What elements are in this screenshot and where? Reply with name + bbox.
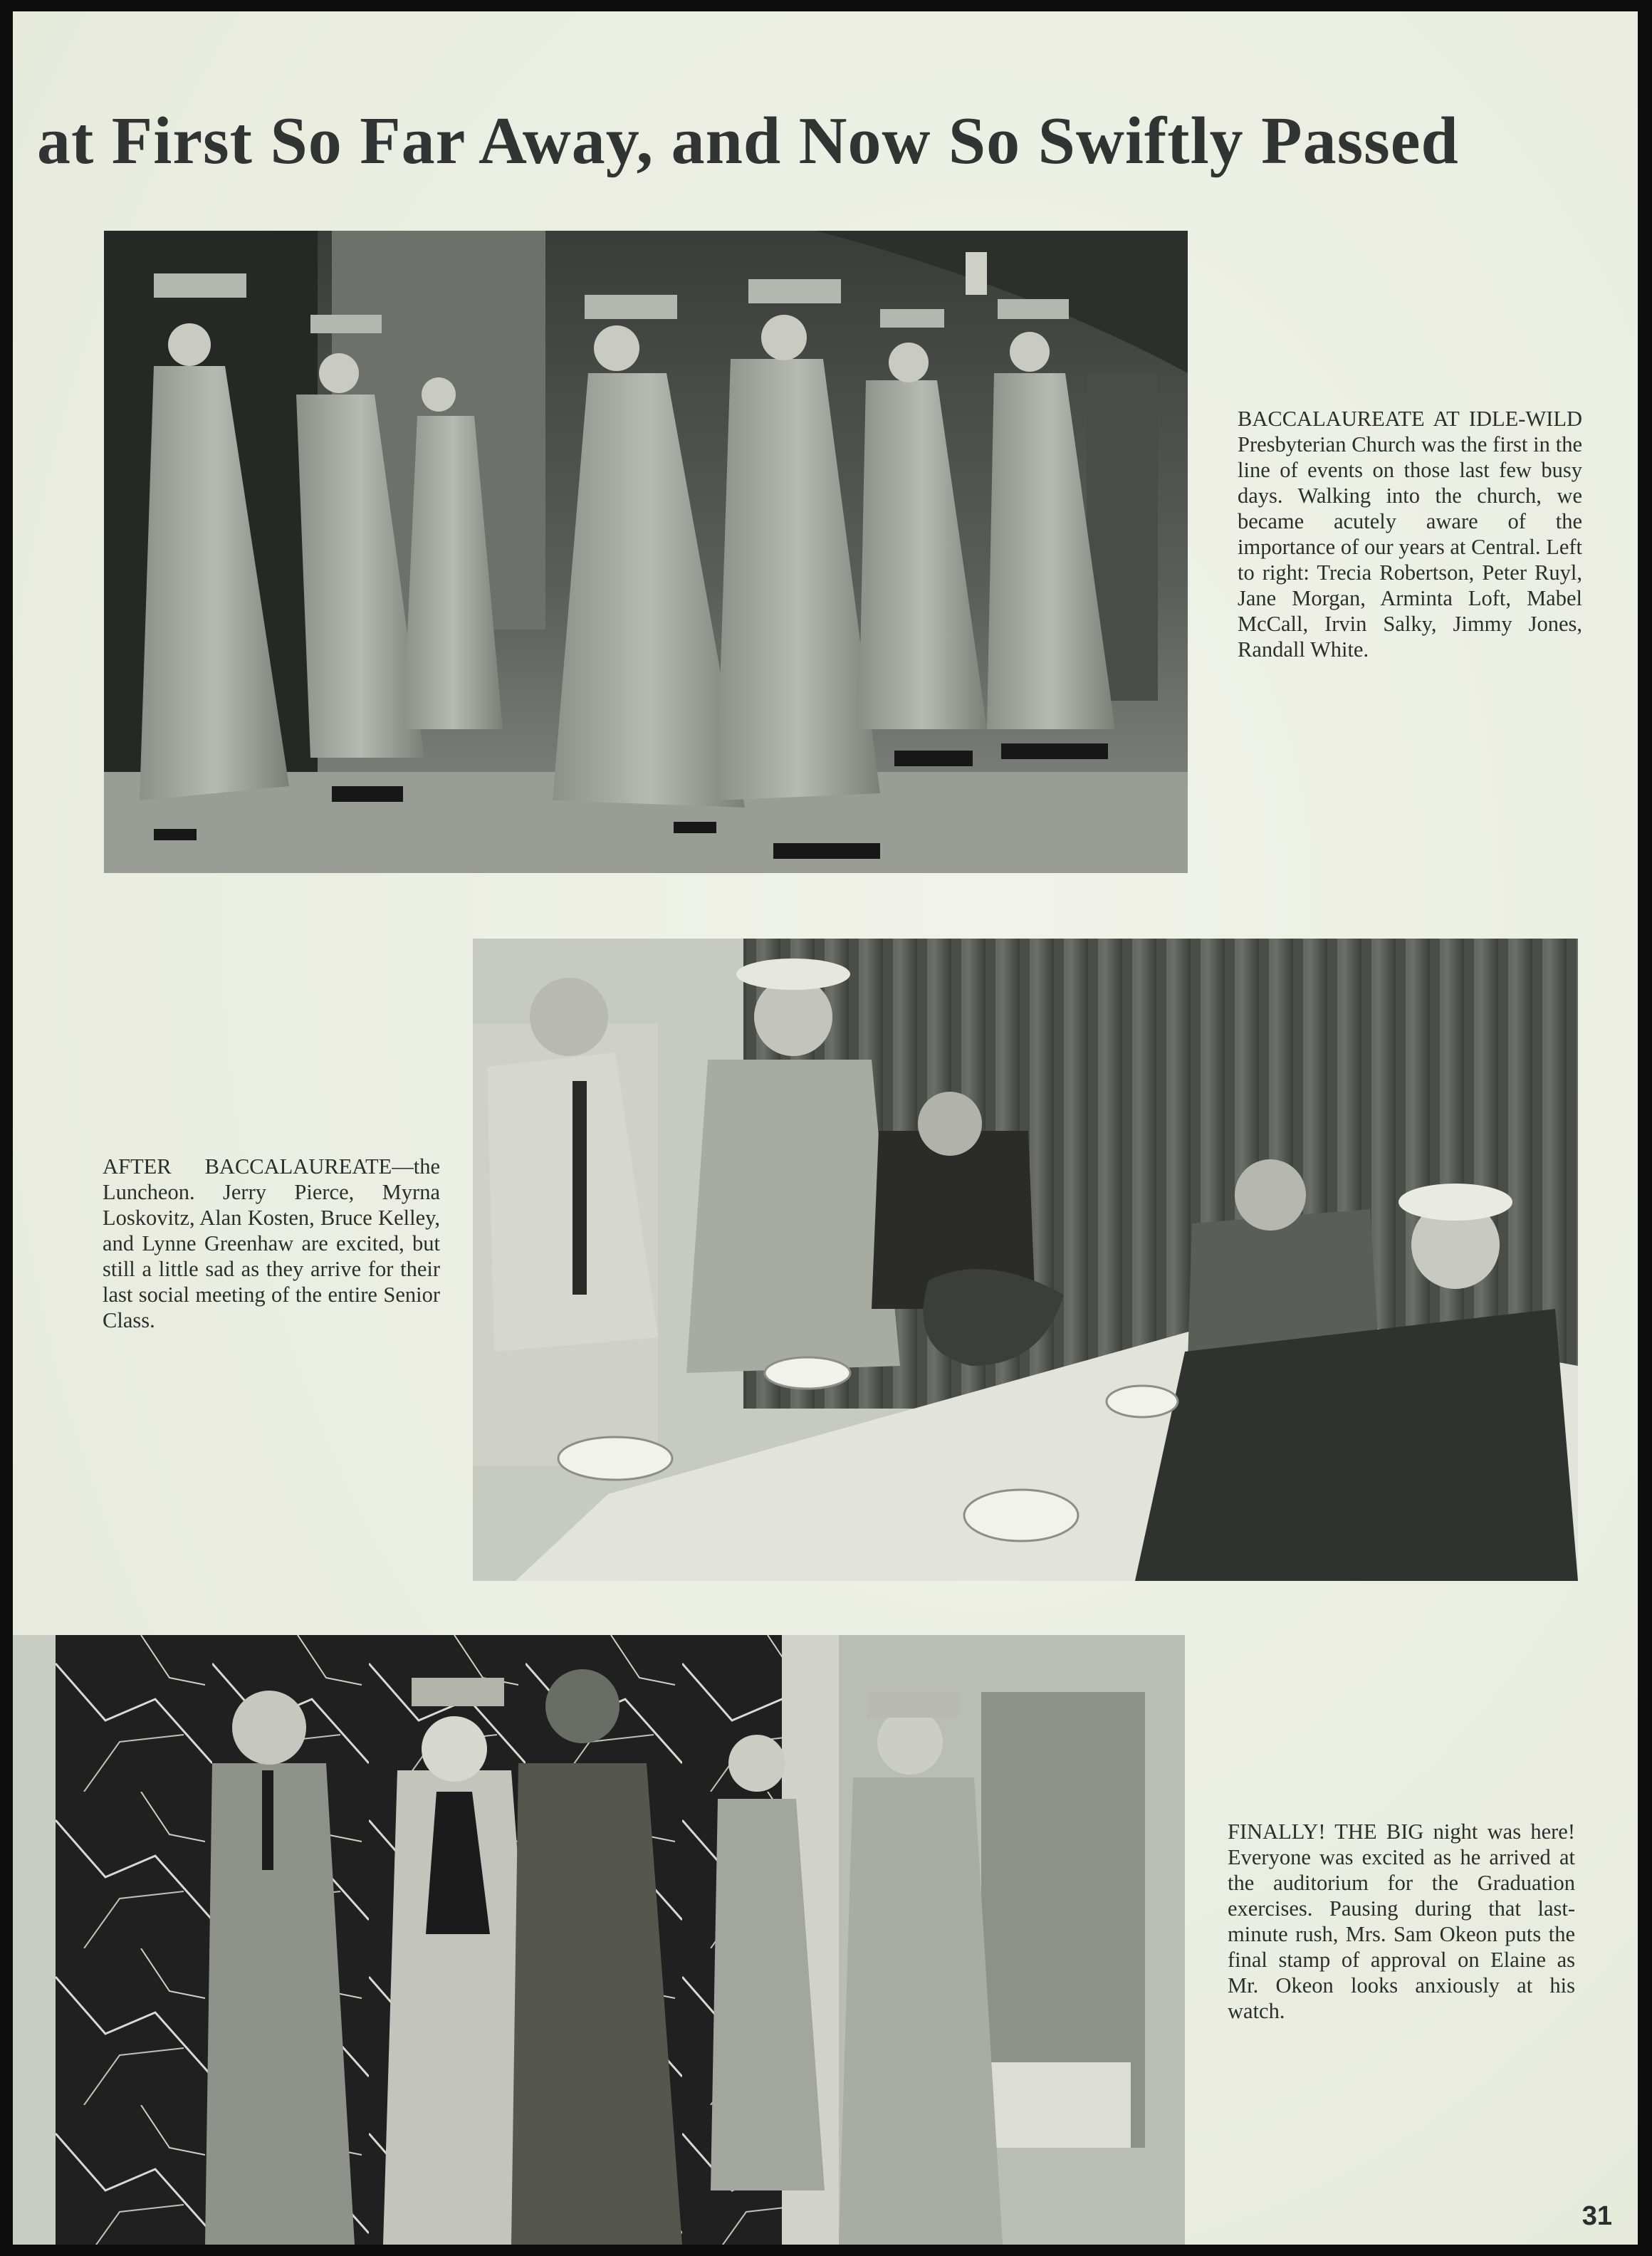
graduation-photo — [56, 1635, 1185, 2245]
yearbook-page — [13, 11, 1638, 2245]
page-headline: at First So Far Away, and Now So Swiftly Passed — [37, 104, 1459, 178]
baccalaureate-photo — [104, 231, 1188, 873]
photo-margin-strip — [13, 1635, 56, 2245]
baccalaureate-caption: BACCALAUREATE AT IDLE-WILD Presbyterian Church was the first in the line of events on those last few busy days. Walking into the church, we became acutely aware of the importance of our years at Central. Left to right: Trecia Robertson, Peter Ruyl, Jane Morgan, Arminta Loft, Mabel McCall, Irvin Salky, Jimmy Jones, Randall White. — [1238, 407, 1582, 662]
luncheon-caption: AFTER BACCALAUREATE—the Luncheon. Jerry Pierce, Myrna Loskovitz, Alan Kosten, Bruce Kelley, and Lynne Greenhaw are excited, but still a little sad as they arrive for their last social meeting of the entire Senior Class. — [103, 1154, 440, 1332]
page-number: 31 — [1582, 2201, 1612, 2231]
luncheon-photo — [473, 939, 1578, 1581]
graduation-caption: FINALLY! THE BIG night was here! Everyone was excited as he arrived at the auditorium for the Graduation exercises. Pausing during that last-minute rush, Mrs. Sam Okeon puts the final stamp of approval on Elaine as Mr. Okeon looks anxiously at his watch. — [1228, 1819, 1575, 2023]
